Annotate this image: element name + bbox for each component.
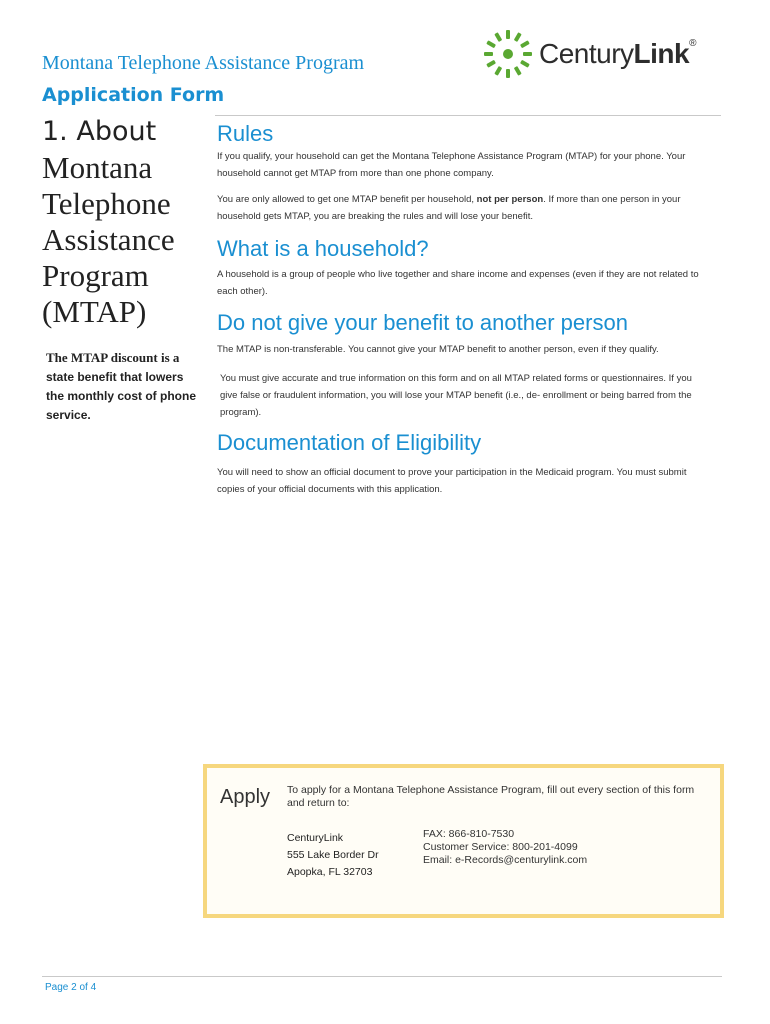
rules-heading: Rules [217,121,274,146]
address-line: Apopka, FL 32703 [287,866,373,878]
address-line: CenturyLink [287,832,344,844]
section-title-line: Program [42,258,149,293]
fax-number: FAX: 866-810-7530 [423,828,515,840]
apply-instructions: To apply for a Montana Telephone Assistance Program, fill out every section of this form and return to: [287,784,695,809]
customer-service-number: Customer Service: 800-201-4099 [423,841,578,853]
apply-box [203,764,724,918]
logo-wordmark: CenturyLink® [539,38,696,69]
section-heading [42,114,212,330]
transfer-heading: Do not give your benefit to another person [217,310,628,335]
section-title-line: (MTAP) [42,294,147,329]
centurylink-logo [482,26,722,84]
transfer-paragraph-1: The MTAP is non-transferable. You cannot give your MTAP benefit to another person, even if they qualify. [217,344,659,355]
email-address: Email: e-Records@centurylink.com [423,854,588,866]
contact-info [423,828,587,867]
rules-paragraph-1: If you qualify, your household can get the Montana Telephone Assistance Program (MTAP) for your phone. Your household cannot get MTAP from more than one phone company. [217,151,686,179]
household-heading: What is a household? [217,236,429,261]
section-title-line: Telephone [42,186,171,221]
page-number: Page 2 of 4 [45,982,97,993]
apply-label: Apply [220,786,271,808]
section-title-line: Assistance [42,222,175,257]
address-line: 555 Lake Border Dr [287,849,379,861]
header-divider [215,115,721,116]
logo-burst-icon [482,28,534,80]
rules-paragraph-2: You are only allowed to get one MTAP benefit per household, not per person. If more than one person in your household gets MTAP, you are breaking the rules and will lose your benefit. [217,194,681,222]
program-title: Montana Telephone Assistance Program [42,52,365,74]
transfer-paragraph-2: You must give accurate and true information on this form and on all MTAP related forms or questionnaires. If you give false or fraudulent information, you will lose your MTAP benefit (i.e., de- enrollment or being barred from the program). [220,373,692,418]
eligibility-heading: Documentation of Eligibility [217,430,482,455]
household-paragraph: A household is a group of people who live together and share income and expenses (even if they are not related to each other). [217,269,699,297]
intro-text: The MTAP discount is a state benefit that lowers the monthly cost of phone service. [46,350,196,422]
footer-divider [42,976,722,977]
eligibility-paragraph: You will need to show an official document to prove your participation in the Medicaid program. You must submit copies of your official documents with this application. [217,467,687,495]
section-title-line: Montana [42,150,153,185]
section-number: 1. About [42,116,157,147]
mailing-address [287,830,379,881]
form-title: Application Form [42,84,225,106]
